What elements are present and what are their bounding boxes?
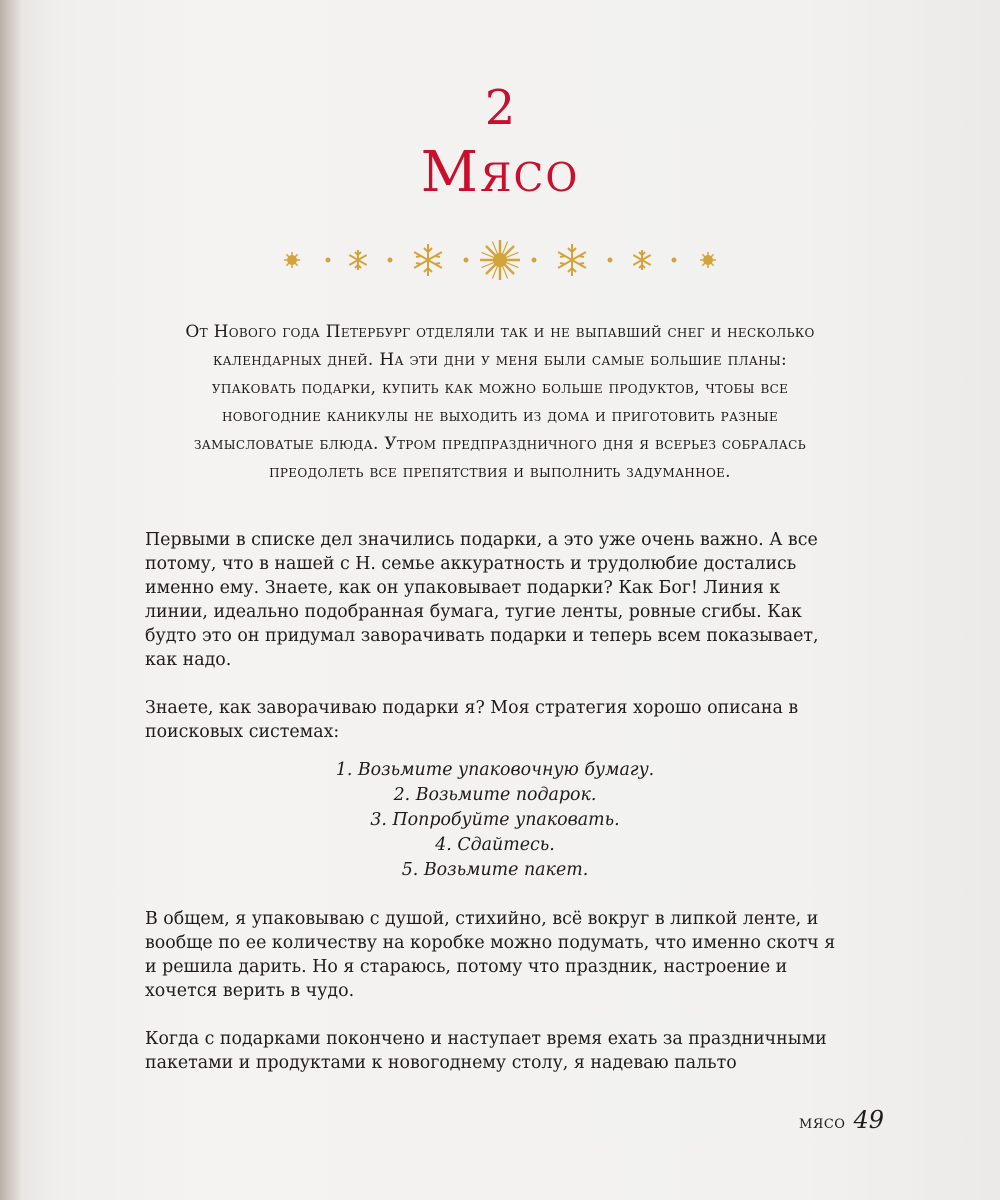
- wrapping-steps-list: [145, 758, 845, 883]
- list-item: 5. Возьмите пакет.: [401, 860, 589, 880]
- chapter-intro: [140, 318, 860, 486]
- snowflake-icon: [414, 244, 442, 276]
- intro-line: преодолеть все препятствия и выполнить задуманное.: [269, 462, 731, 482]
- page-footer: [799, 1106, 884, 1134]
- chapter-title: Мясо: [420, 140, 580, 205]
- paragraph: Знаете, как заворачиваю подарки я? Моя стратегия хорошо описана в поисковых системах:: [145, 698, 799, 742]
- small-sun-icon: [700, 252, 716, 268]
- list-item: 2. Возьмите подарок.: [393, 785, 597, 805]
- intro-line: упаковать подарки, купить как можно больше продуктов, чтобы все: [211, 378, 789, 398]
- paragraph: В общем, я упаковываю с душой, стихийно, всё вокруг в липкой ленте, и вообще по ее количеству на коробке можно подумать, что именно скотч я и решила дарить. Но я стараюсь, потому что праздник, настроение и хочется верить в чудо.: [145, 909, 836, 1001]
- paragraph: Когда с подарками покончено и наступает время ехать за праздничными пакетами и продуктами к новогоднему столу, я надеваю пальто: [145, 1029, 827, 1073]
- snowflake-ornament: [270, 236, 730, 284]
- small-sun-icon: [284, 252, 300, 268]
- list-item: 1. Возьмите упаковочную бумагу.: [335, 760, 655, 780]
- intro-line: замысловатые блюда. Утром предпраздничного дня я всерьез собралась: [193, 434, 807, 454]
- intro-line: От Нового года Петербург отделяли так и не выпавший снег и несколько: [185, 322, 815, 342]
- list-item: 3. Попробуйте упаковать.: [370, 810, 620, 830]
- list-item: 4. Сдайтесь.: [435, 835, 555, 855]
- snowflake-icon: [558, 244, 586, 276]
- sunburst-icon: [480, 240, 520, 280]
- snowflake-icon: [633, 250, 650, 270]
- running-footer-label: мясо: [799, 1112, 846, 1133]
- intro-line: новогодние каникулы не выходить из дома и приготовить разные: [221, 406, 779, 426]
- intro-line: календарных дней. На эти дни у меня были самые большие планы:: [212, 350, 788, 370]
- paragraph: Первыми в списке дел значились подарки, а это уже очень важно. А все потому, что в нашей с Н. семье аккуратность и трудолюбие достались именно ему. Знаете, как он упаковывает подарки? Как Бог! Линия к линии, идеально подобранная бумага, тугие ленты, ровные сгибы. Как будто это он придумал заворачивать подарки и теперь всем показывает, как надо.: [145, 530, 819, 670]
- body-text: [145, 528, 845, 1075]
- page-number: 49: [853, 1106, 884, 1134]
- snowflake-icon: [349, 250, 366, 270]
- chapter-number: 2: [484, 80, 516, 136]
